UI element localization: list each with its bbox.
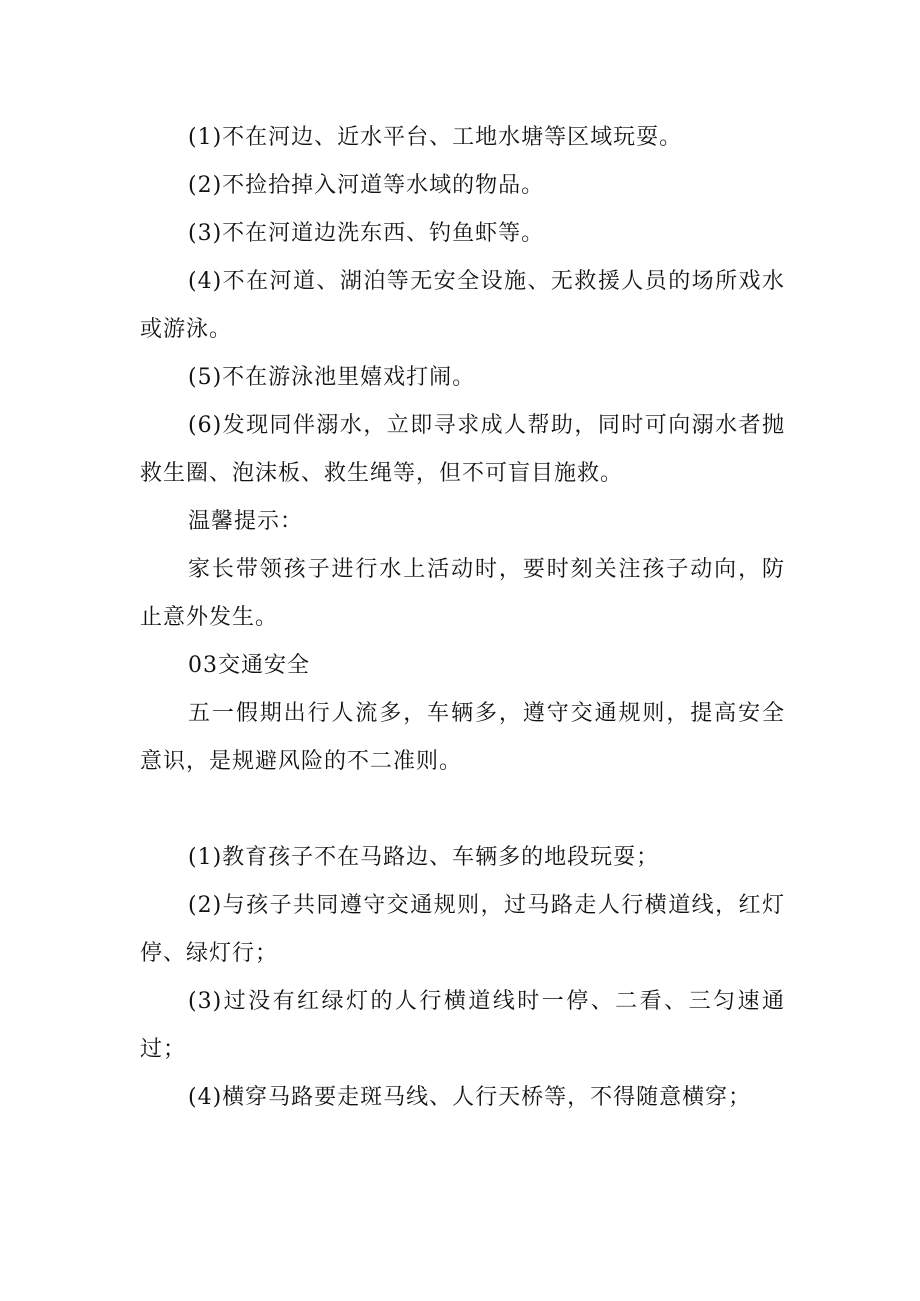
list-item: (4)不在河道、湖泊等无安全设施、无救援人员的场所戏水或游泳。 (140, 269, 785, 342)
list-item: (4)横穿马路要走斑马线、人行天桥等，不得随意横穿； (188, 1085, 752, 1110)
list-item: (6)发现同伴溺水，立即寻求成人帮助，同时可向溺水者抛救生圈、泡沫板、救生绳等，但不可盲目施救。 (140, 413, 785, 486)
tip-heading: 温馨提示： (188, 509, 304, 534)
tip-text: 家长带领孩子进行水上活动时，要时刻关注孩子动向，防止意外发生。 (140, 557, 785, 630)
list-item: (2)与孩子共同遵守交通规则，过马路走人行横道线，红灯停、绿灯行； (140, 893, 785, 966)
section-heading: 03交通安全 (188, 653, 310, 678)
list-item: (1)不在河边、近水平台、工地水塘等区域玩耍。 (188, 125, 683, 150)
list-item: (5)不在游泳池里嬉戏打闹。 (188, 365, 476, 390)
document-body (140, 114, 785, 1122)
list-item: (3)过没有红绿灯的人行横道线时一停、二看、三匀速通过； (140, 989, 785, 1062)
list-item: (2)不捡拾掉入河道等水域的物品。 (188, 173, 545, 198)
list-item: (1)教育孩子不在马路边、车辆多的地段玩耍； (188, 845, 660, 870)
section-intro: 五一假期出行人流多，车辆多，遵守交通规则，提高安全意识，是规避风险的不二准则。 (140, 701, 785, 774)
blank-line (140, 786, 785, 834)
list-item: (3)不在河道边洗东西、钓鱼虾等。 (188, 221, 545, 246)
